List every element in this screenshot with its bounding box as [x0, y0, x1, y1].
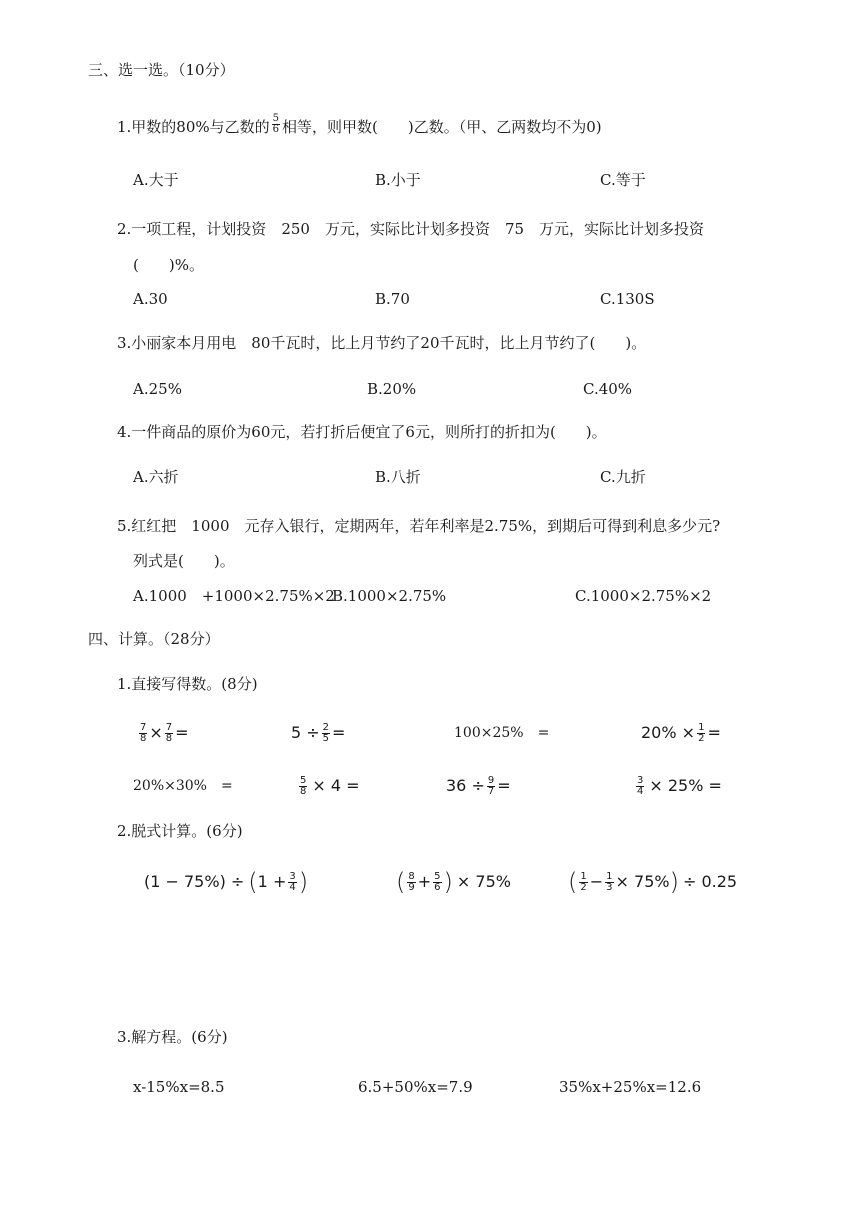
equation-2: 6.5+50%x=7.9: [358, 1078, 473, 1096]
right-paren: ): [669, 868, 679, 896]
numerator: 9: [487, 774, 495, 786]
calc-r1c2: [291, 720, 345, 746]
equation-3: 35%x+25%x=12.6: [559, 1078, 702, 1096]
numerator: 5: [434, 870, 441, 882]
question-4: 4.一件商品的原价为60元，若打折后便宜了6元，则所打的折扣为( )。: [117, 423, 607, 441]
calc-r1c3: 100×25% =: [454, 725, 550, 741]
operator: +: [417, 872, 432, 891]
q2-option-c[interactable]: C.130S: [600, 290, 655, 308]
expression-prefix: 20% ×: [641, 723, 696, 742]
expression-part: × 75%: [615, 872, 670, 891]
right-paren: ): [443, 868, 453, 896]
calc-r2c3: [446, 773, 511, 799]
fraction: [407, 872, 415, 893]
q5-option-c[interactable]: C.1000×2.75%×2: [575, 587, 712, 605]
left-paren: (: [568, 868, 578, 896]
q2-option-a[interactable]: A.30: [133, 290, 168, 308]
equals-sign: =: [707, 723, 721, 742]
question-5-line-1: 5.红红把 1000 元存入银行，定期两年，若年利率是2.75%，到期后可得到利息多少元?: [117, 517, 721, 535]
numerator: 1: [606, 870, 613, 882]
section-4-title: 四、计算。（28分）: [88, 630, 220, 648]
numerator: 5: [300, 774, 307, 786]
numerator: 3: [637, 774, 644, 786]
numerator: 1: [698, 721, 705, 733]
fraction: [697, 723, 705, 744]
question-1-text-after: 相等，则甲数( )乙数。（甲、乙两数均不为0): [282, 117, 602, 136]
denominator: 4: [637, 785, 644, 797]
calc-r2c4: [634, 773, 722, 799]
q2-option-b[interactable]: B.70: [375, 290, 410, 308]
q4-option-c[interactable]: C.九折: [600, 468, 646, 486]
expression-suffix: × 4 =: [312, 776, 360, 795]
equals-sign: =: [175, 723, 189, 742]
denominator: 8: [140, 732, 147, 744]
question-3: 3.小丽家本月用电 80千瓦时，比上月节约了20千瓦时，比上月节约了( )。: [117, 334, 647, 352]
denominator: 3: [606, 881, 613, 893]
numerator: 7: [140, 721, 147, 733]
expression-part: (1 − 75%) ÷: [144, 872, 245, 891]
question-2-line-1: 2.一项工程，计划投资 250 万元，实际比计划多投资 75 万元，实际比计划多投资: [117, 220, 705, 238]
equation-1: x-15%x=8.5: [133, 1078, 225, 1096]
denominator: 5: [322, 732, 330, 744]
fraction: [433, 872, 441, 893]
fraction: [299, 776, 307, 797]
fraction-denominator: 6: [272, 124, 280, 135]
fraction-numerator: 5: [272, 113, 280, 124]
expression-suffix: × 75%: [456, 872, 511, 891]
part-2-title: 2.脱式计算。(6分): [117, 822, 243, 840]
expression-part: 1 +: [257, 872, 287, 891]
left-paren: (: [396, 868, 406, 896]
question-1-fraction: [272, 114, 280, 135]
denominator: 9: [408, 881, 415, 893]
operator: −: [589, 872, 604, 891]
equals-sign: =: [497, 776, 511, 795]
right-paren: ): [298, 868, 309, 896]
left-paren: (: [248, 868, 258, 896]
step-calc-3: [568, 868, 737, 896]
question-5-line-2: 列式是( )。: [133, 552, 235, 570]
fraction: [322, 723, 330, 744]
equals-sign: =: [332, 723, 346, 742]
q4-option-a[interactable]: A.六折: [133, 468, 179, 486]
question-1: [117, 113, 602, 137]
q5-option-b[interactable]: B.1000×2.75%: [332, 587, 447, 605]
denominator: 6: [434, 881, 441, 893]
q3-option-c[interactable]: C.40%: [583, 380, 633, 398]
fraction: [605, 872, 613, 893]
denominator: 4: [289, 881, 296, 893]
q1-option-c[interactable]: C.等于: [600, 171, 646, 189]
expression-prefix: 5 ÷: [291, 723, 320, 742]
numerator: 1: [580, 870, 587, 882]
numerator: 2: [322, 721, 330, 733]
fraction: [165, 723, 173, 744]
calc-r2c1: 20%×30% =: [133, 778, 233, 794]
numerator: 7: [165, 721, 173, 733]
expression-prefix: 36 ÷: [446, 776, 485, 795]
q3-option-a[interactable]: A.25%: [133, 380, 182, 398]
fraction: [579, 872, 587, 893]
fraction: [636, 776, 644, 797]
denominator: 7: [487, 785, 495, 797]
expression-suffix: ÷ 0.25: [682, 872, 738, 891]
numerator: 3: [289, 870, 296, 882]
q1-option-b[interactable]: B.小于: [375, 171, 421, 189]
denominator: 8: [300, 785, 307, 797]
q1-option-a[interactable]: A.大于: [133, 171, 179, 189]
fraction: [487, 776, 495, 797]
operator: ×: [149, 723, 163, 742]
calc-r1c4: [641, 720, 721, 746]
expression-suffix: × 25% =: [649, 776, 722, 795]
q4-option-b[interactable]: B.八折: [375, 468, 421, 486]
q5-option-a[interactable]: A.1000 +1000×2.75%×2: [133, 587, 335, 605]
numerator: 8: [408, 870, 415, 882]
q3-option-b[interactable]: B.20%: [367, 380, 417, 398]
calc-r2c2: [297, 773, 360, 799]
denominator: 2: [698, 732, 705, 744]
part-3-title: 3.解方程。(6分): [117, 1028, 228, 1046]
question-1-text-before: 1.甲数的80%与乙数的: [117, 117, 270, 136]
denominator: 8: [165, 732, 173, 744]
question-2-line-2: ( )%。: [133, 256, 204, 274]
fraction: [139, 723, 147, 744]
fraction: [288, 872, 296, 893]
denominator: 2: [580, 881, 587, 893]
section-3-title: 三、选一选。（10分）: [88, 61, 235, 79]
step-calc-1: [144, 868, 308, 896]
calc-r1c1: [137, 720, 189, 746]
part-1-title: 1.直接写得数。(8分): [117, 675, 258, 693]
step-calc-2: [396, 868, 511, 896]
